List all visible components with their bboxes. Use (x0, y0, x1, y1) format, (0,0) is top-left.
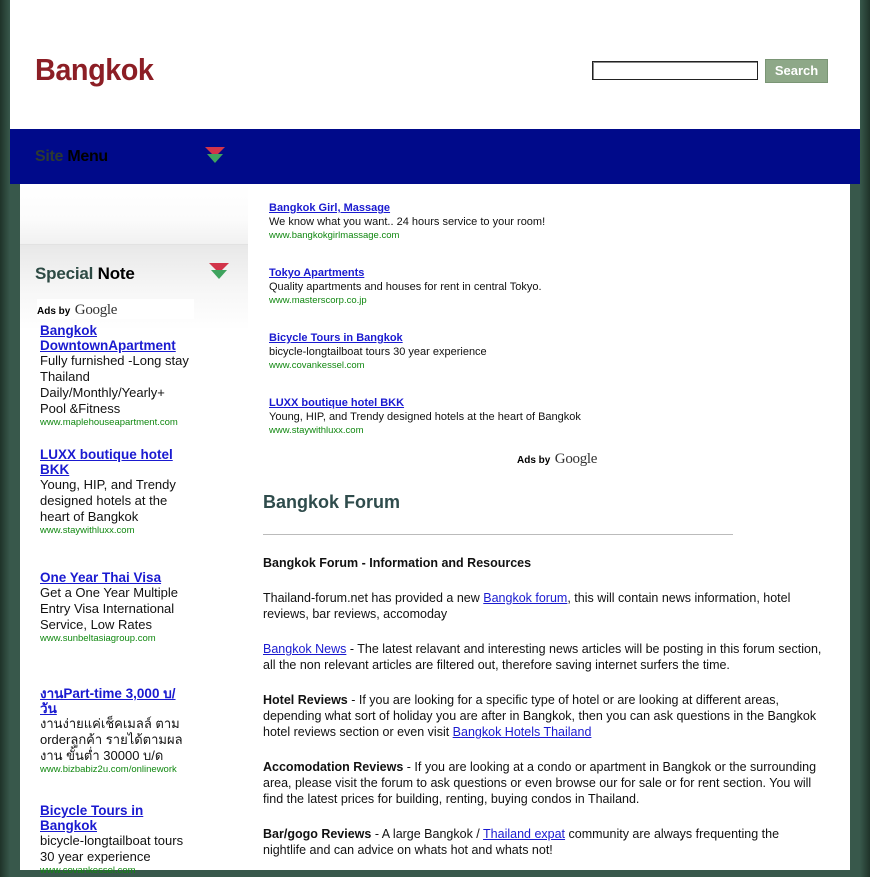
ads-by-label: Ads by (37, 306, 71, 317)
top-ad-desc: bicycle-longtailboat tours 30 year experience (269, 346, 487, 358)
google-wordmark: Google (554, 451, 598, 467)
bangkok-forum-link[interactable]: Bangkok forum (483, 591, 568, 605)
paragraph-text: - If you are looking for a specific type of hotel or are looking at different areas, depending what sort of holiday you are after in Bangkok, then you can ask questions in the Bangkok hotel reviews section or even visit (263, 693, 817, 739)
paragraph-text: - The latest relavant and interesting news articles will be posting in this forum section, all the non relevant articles are filtered out, therefore saving internet surfers the time. (263, 642, 822, 672)
sidebar-ad (40, 686, 190, 776)
thailand-expat-link[interactable]: Thailand expat (483, 827, 566, 841)
top-ad (269, 267, 789, 306)
top-ad-desc: Young, HIP, and Trendy designed hotels at the heart of Bangkok (269, 411, 581, 423)
sidebar-ad-title[interactable]: Bicycle Tours in Bangkok (40, 803, 144, 833)
paragraph-accomodation-reviews (263, 759, 823, 807)
top-ad-title[interactable]: LUXX boutique hotel BKK (269, 397, 405, 409)
sidebar-ad-url[interactable]: www.staywithluxx.com (40, 525, 135, 536)
paragraph-text: , this will contain news information, hotel reviews, bar reviews, accomoday (263, 591, 791, 621)
ads-by-label: Ads by (517, 455, 551, 466)
sidebar-top-shade (20, 184, 248, 244)
site-menu-word2: Menu (67, 148, 108, 165)
special-note-title (35, 264, 135, 284)
paragraph-text: - A large Bangkok / (371, 827, 484, 841)
paragraph-text: Thailand-forum.net has provided a new (263, 591, 484, 605)
top-ad-url[interactable]: www.covankessel.com (269, 360, 365, 371)
main-ads-by-google[interactable] (517, 450, 597, 468)
paragraph-bold: Bar/gogo Reviews (263, 827, 372, 841)
sidebar-ad-desc: Fully furnished -Long stay Thailand Daily/Monthly/Yearly+ Pool &Fitness (40, 353, 189, 416)
triangle-note-icon[interactable] (208, 261, 230, 281)
top-ad-url[interactable]: www.masterscorp.co.jp (269, 295, 367, 306)
forum-heading: Bangkok Forum (263, 492, 401, 512)
site-menu-word1: Site (35, 148, 64, 165)
sidebar-ad-desc: bicycle-longtailboat tours 30 year experience (40, 833, 184, 864)
search-input[interactable] (592, 61, 758, 80)
search-button[interactable]: Search (765, 59, 828, 83)
bangkok-hotels-thailand-link[interactable]: Bangkok Hotels Thailand (452, 725, 592, 739)
navbar (10, 129, 860, 184)
site-menu-title[interactable] (35, 148, 108, 166)
top-ad-url[interactable]: www.staywithluxx.com (269, 425, 364, 436)
sidebar-ad-url[interactable]: www.maplehouseapartment.com (40, 417, 178, 428)
site-logo[interactable]: Bangkok (35, 52, 154, 87)
header (10, 0, 860, 129)
top-ad (269, 397, 789, 436)
paragraph-hotel-reviews (263, 692, 823, 740)
top-ad-url[interactable]: www.bangkokgirlmassage.com (269, 230, 400, 241)
sidebar-ad (40, 570, 190, 645)
special-note-word1: Special (35, 264, 94, 283)
sidebar-ad-url[interactable]: www.bizbabiz2u.com/onlinework (40, 764, 177, 775)
paragraph-intro (263, 590, 823, 622)
sidebar-ad-url[interactable]: www.sunbeltasiagroup.com (40, 633, 156, 644)
bangkok-news-link[interactable]: Bangkok News (263, 642, 347, 656)
top-ad (269, 332, 789, 371)
sidebar-ad (40, 803, 190, 877)
sidebar-ad-title[interactable]: LUXX boutique hotel BKK (40, 447, 173, 477)
triangle-menu-icon[interactable] (204, 145, 226, 165)
sidebar-ad-title[interactable]: Bangkok DowntownApartment (40, 323, 176, 353)
top-ad-title[interactable]: Bicycle Tours in Bangkok (269, 332, 403, 344)
top-ad-title[interactable]: Bangkok Girl, Massage (269, 202, 391, 214)
top-ad-desc: Quality apartments and houses for rent in central Tokyo. (269, 281, 542, 293)
sidebar-ad-url[interactable]: www.covankessel.com (40, 865, 136, 876)
top-ad-desc: We know what you want.. 24 hours service to your room! (269, 216, 546, 228)
forum-subheading: Bangkok Forum - Information and Resources (263, 556, 532, 570)
divider (263, 534, 733, 535)
paragraph-bold: Accomodation Reviews (263, 760, 404, 774)
top-ad (269, 202, 789, 241)
paragraph-text: - If you are looking at a condo or apartment in Bangkok or the surrounding area, please visit the forum to ask questions or even browse our for sale or for rent section. You will find the latest prices for building, renting, buying condos in Thailand. (263, 760, 817, 806)
paragraph-bar-reviews (263, 826, 823, 858)
sidebar-ad-desc: Get a One Year Multiple Entry Visa International Service, Low Rates (40, 585, 179, 632)
special-note-word2: Note (97, 264, 135, 283)
paragraph-news (263, 641, 823, 673)
google-wordmark: Google (74, 302, 118, 318)
sidebar-ad (40, 447, 190, 537)
paragraph-text: community are always frequenting the nightlife and can advice on whats hot and whats not! (263, 827, 780, 857)
top-ad-title[interactable]: Tokyo Apartments (269, 267, 365, 279)
sidebar-ad-title[interactable]: One Year Thai Visa (40, 570, 162, 585)
sidebar-ads-by-google[interactable] (37, 299, 194, 319)
sidebar-ad-desc: งานง่ายแค่เช็คเมลล์ ตาม orderลูกค้า รายได้ตามผล งาน ขั้นต่ำ 30000 บ/ด (40, 716, 183, 763)
sidebar-ad-title[interactable]: งานPart-time 3,000 บ/วัน (40, 686, 176, 716)
paragraph-bold: Hotel Reviews (263, 693, 348, 707)
sidebar-ad (40, 323, 190, 429)
sidebar-ad-desc: Young, HIP, and Trendy designed hotels at the heart of Bangkok (40, 477, 176, 524)
content-area (20, 184, 850, 876)
sidebar (20, 184, 248, 876)
